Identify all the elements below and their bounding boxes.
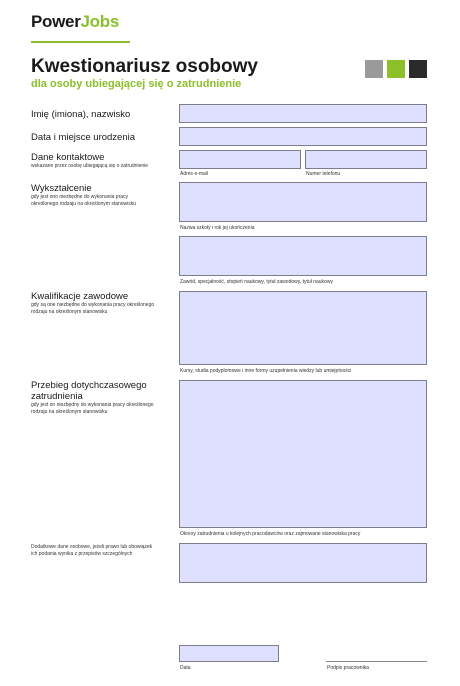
signature-caption: Podpis pracownika [327, 665, 369, 671]
additional-hint: Dodatkowe dane osobowe, jeżeli prawo lub obowiązek ich podania wynika z przepisów szczególnych [31, 544, 153, 557]
contact-hint: wskazane przez osobę ubiegającą się o zatrudnienie [31, 163, 149, 169]
date-field[interactable] [179, 645, 279, 662]
decor-square-dark [409, 60, 427, 78]
birth-label: Data i miejsce urodzenia [31, 132, 136, 143]
employment-hint: gdy jest on niezbędny do wykonania pracy określonego rodzaju na określonym stanowisku [31, 402, 154, 415]
phone-caption: Numer telefonu [306, 171, 341, 177]
employment-label: Przebieg dotychczasowego zatrudnienia [31, 380, 147, 402]
date-caption: Data [180, 665, 191, 671]
page-title: Kwestionariusz osobowy [31, 56, 258, 77]
qualifications-label: Kwalifikacje zawodowe [31, 291, 129, 302]
name-field[interactable] [179, 104, 427, 123]
school-caption: Nazwa szkoły i rok jej ukończenia [180, 225, 255, 231]
contact-label: Dane kontaktowe [31, 152, 105, 163]
signature-line[interactable] [326, 661, 427, 662]
powerjobs-logo [31, 12, 119, 32]
logo-text-power: Power [31, 12, 81, 31]
education-hint: gdy jest ono niezbędne do wykonania pracy określonego rodzaju na określonym stanowisku [31, 194, 137, 207]
profession-caption: Zawód, specjalność, stopień naukowy, tytuł zawodowy, tytuł naukowy [180, 279, 333, 285]
school-field[interactable] [179, 182, 427, 222]
qualifications-field[interactable] [179, 291, 427, 365]
profession-field[interactable] [179, 236, 427, 276]
phone-field[interactable] [305, 150, 427, 169]
email-caption: Adres e-mail [180, 171, 209, 177]
decor-square-gray [365, 60, 383, 78]
education-label: Wykształcenie [31, 183, 92, 194]
logo-text-jobs: Jobs [80, 12, 120, 31]
employment-caption: Okresy zatrudnienia u kolejnych pracodawców oraz zajmowane stanowiska pracy [180, 531, 361, 537]
employment-field[interactable] [179, 380, 427, 528]
email-field[interactable] [179, 150, 301, 169]
logo-underline [31, 41, 130, 43]
page-subtitle: dla osoby ubiegającej się o zatrudnienie [31, 78, 242, 90]
qualifications-caption: Kursy, studia podyplomowe i inne formy uzupełnienia wiedzy lub umiejętności [180, 368, 352, 374]
name-label: Imię (imiona), nazwisko [31, 109, 131, 120]
birth-field[interactable] [179, 127, 427, 146]
additional-field[interactable] [179, 543, 427, 583]
qualifications-hint: gdy są one niezbędne do wykonania pracy określonego rodzaju na określonym stanowisku [31, 302, 155, 315]
decor-square-green [387, 60, 405, 78]
